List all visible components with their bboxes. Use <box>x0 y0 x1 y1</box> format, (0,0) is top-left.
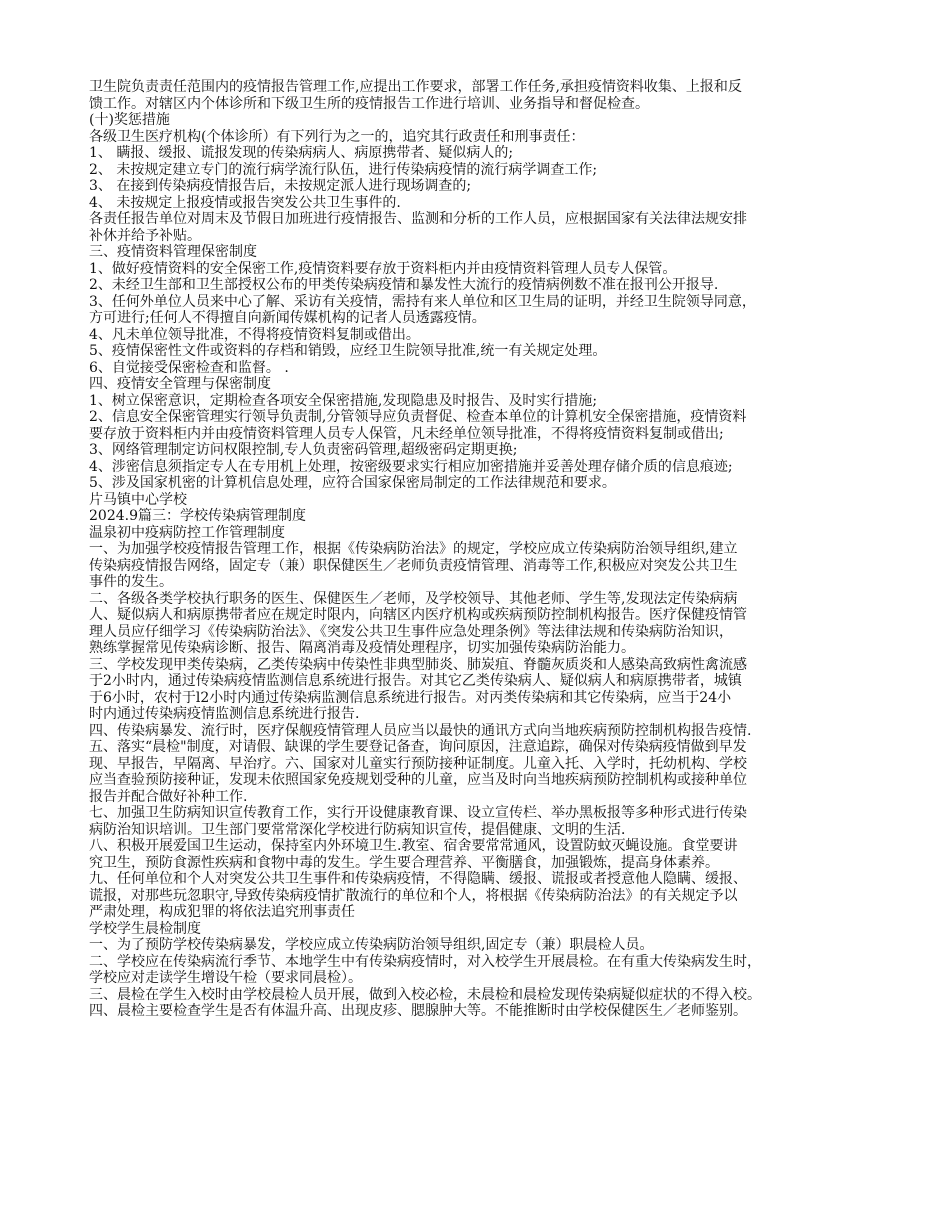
text-line: 严肃处理，构成犯罪的将依法追究刑事责任 <box>89 904 355 920</box>
text-line: 5、涉及国家机密的计算机信息处理，应符合国家保密局制定的工作法律规范和要求。 <box>89 475 616 491</box>
text-line: 病防治知识培训。卫生部门要常常深化学校进行防病知识宣传，提倡健康、文明的生活． <box>89 821 635 838</box>
text-line: 三、晨检在学生入校时由学校晨检人员开展，做到入校必检，未晨检和晨检发现传染病疑似症状的不得入校。 <box>89 986 761 1003</box>
text-line: 1、做好疫情资料的安全保密工作,疫情资料要存放于资料柜内并由疫情资料管理人员专人保管。 <box>89 260 677 277</box>
text-line: 九、任何单位和个人对突发公共卫生事件和传染病疫情，不得隐瞒、缓报、谎报或者授意他人隐瞒、缓报、 <box>89 871 747 887</box>
text-line: 七、加强卫生防病知识宣传教育工作，实行开设健康教育课、设立宣传栏、举办黑板报等多种形式进行传染 <box>89 805 747 821</box>
text-line: 2024.9篇三：学校传染病管理制度 <box>89 508 306 524</box>
text-line: 三、学校发现甲类传染病，乙类传染病中传染性非典型肺炎、肺炭疽、脊髓灰质炎和人感染高致病性禽流感 <box>89 656 747 673</box>
text-line: 学校学生晨检制度 <box>89 920 201 937</box>
text-line: 五、落实“晨检"制度，对请假、缺课的学生要登记备查，询问原因，注意追踪，确保对传染病疫情做到早发 <box>89 739 747 755</box>
text-line: 四、传染病暴发、流行时，医疗保舰疫情管理人员应当以最快的通讯方式向当地疾病预防控制机构报告疫情. <box>89 722 752 739</box>
text-line: 3、任何外单位人员来中心了解、采访有关疫情，需持有来人单位和区卫生局的证明，并经卫生院领导同意， <box>89 293 756 310</box>
text-line: 各责任报告单位对周末及节假日加班进行疫情报告、监测和分析的工作人员，应根据国家有关法律法规安排 <box>89 211 747 227</box>
text-line: 4、凡未单位领导批准，不得将疫情资料复制或借出。 <box>89 326 420 343</box>
text-line: 2、信息安全保密管理实行领导负责制,分管领导应负责督促、检查本单位的计算机安全保密措施，疫情资料 <box>89 409 747 425</box>
text-line: 3、 在接到传染病疫情报告后，未按规定派人进行现场调查的; <box>89 178 472 194</box>
text-line: 理人员应仔细学习《传染病防治法》、《突发公共卫生事件应急处理条例》等法律法规和传染病防治知识， <box>89 623 733 640</box>
text-line: 人、疑似病人和病原携带者应在规定时限内，向辖区内医疗机构或疾病预防控制机构报告。医疗保健疫情管 <box>89 607 747 623</box>
text-line: 二、各级各类学校执行职务的医生、保健医生／老师，及学校领导、其他老师、学生等,发现法定传染病病 <box>89 590 738 607</box>
text-line: 一、为加强学校疫情报告管理工作，根据《传染病防治法》的规定，学校应成立传染病防治领导组织,建立 <box>89 541 738 557</box>
text-line: 二、学校应在传染病流行季节、本地学生中有传染病疫情时，对入校学生开展晨检。在有重大传染病发生时， <box>89 953 761 970</box>
text-line: 三、疫情资料管理保密制度 <box>89 244 257 260</box>
text-line: 方可进行;任何人不得擅自向新闻传媒机构的记者人员透露疫情。 <box>89 310 486 326</box>
text-line: 熟练掌握常见传染病诊断、报告、隔离消毒及疫情处理程序，切实加强传染病防治能力。 <box>89 640 635 656</box>
text-line: 4、涉密信息须指定专人在专用机上处理，按密级要求实行相应加密措施并妥善处理存储介质的信息痕迹; <box>89 458 733 475</box>
text-line: 补休并给予补贴。 <box>89 227 201 244</box>
text-line: 要存放于资料柜内并由疫情资料管理人员专人保管，凡未经单位领导批准，不得将疫情资料复制或借出; <box>89 425 724 442</box>
text-line: 6、自觉接受保密检查和监督。 . <box>89 359 289 376</box>
text-line: 2、未经卫生部和卫生部授权公布的甲类传染病疫情和暴发性大流行的疫情病例数不准在报刊公开报导. <box>89 277 719 293</box>
text-line: 一、为了预防学校传染病暴发，学校应成立传染病防治领导组织,固定专（兼）职晨检人员。 <box>89 937 654 953</box>
text-line: 2、 未按规定建立专门的流行病学流行队伍，进行传染病疫情的流行病学调查工作; <box>89 161 598 178</box>
text-line: 温泉初中疫病防控工作管理制度 <box>89 524 285 541</box>
text-line: 于2小时内，通过传染病疫情监测信息系统进行报告。对其它乙类传染病人、疑似病人和病原携带者，城镇 <box>89 673 742 689</box>
text-line: 卫生院负责责任范围内的疫情报告管理工作,应提出工作要求，部署工作任务,承担疫情资料收集、上报和反 <box>89 79 742 95</box>
text-line: 于6小时，农村于l2小时内通过传染病监测信息系统进行报告。对丙类传染病和其它传染病，应当于24小 <box>89 689 732 706</box>
text-line: 1、树立保密意识，定期检查各项安全保密措施,发现隐患及时报告、及时实行措施; <box>89 392 598 409</box>
text-line: 究卫生，预防食源性疾病和食物中毒的发生。学生要合理营养、平衡膳食，加强锻炼，提高身体素养。 <box>89 854 719 871</box>
text-line: 3、网络管理制定访问权限控制,专人负责密码管理,超级密码定期更换; <box>89 442 518 458</box>
text-line: 报告并配合做好补种工作. <box>89 788 248 805</box>
text-line: 谎报，对那些玩忽职守,导致传染病疫情扩散流行的单位和个人，将根据《传染病防治法》的有关规定予以 <box>89 887 738 904</box>
text-line: 四、晨检主要检查学生是否有体温升高、出现皮疹、腮腺肿大等。不能推断时由学校保健医生／老师鉴别。 <box>89 1003 747 1019</box>
text-line: 馈工作。对辖区内个体诊所和下级卫生所的疫情报告工作进行培训、业务指导和督促检查。 <box>89 95 649 112</box>
text-line: 现、早报告，早隔离、早治疗。六、国家对儿童实行预防接种证制度。儿童入托、入学时，托幼机构、学校 <box>89 755 747 772</box>
text-line: 1、 瞒报、缓报、谎报发现的传染病病人、病原携带者、疑似病人的; <box>89 145 514 161</box>
text-line: (十)奖惩措施 <box>89 112 170 128</box>
text-line: 各级卫生医疗机构(个体诊所）有下列行为之一的，追究其行政责任和刑事责任： <box>89 128 585 145</box>
text-line: 事件的发生。 <box>89 574 173 590</box>
text-line: 学校应对走读学生增设午检（要求同晨检）。 <box>89 970 362 986</box>
text-line: 5、疫情保密性文件或资料的存档和销毁，应经卫生院领导批准,统一有关规定处理。 <box>89 343 607 359</box>
text-line: 应当查验预防接种证，发现未依照国家免疫规划受种的儿童，应当及时向当地疾病预防控制机构或接种单位 <box>89 772 747 788</box>
text-line: 片马镇中心学校 <box>89 491 187 508</box>
text-line: 八、积极开展爱国卫生运动，保持室内外环境卫生.教室、宿舍要常常通风，设置防蚊灭蝇设施。食堂要讲 <box>89 838 738 854</box>
text-line: 4、 未按规定上报疫情或报告突发公共卫生事件的. <box>89 194 401 211</box>
text-line: 时内通过传染病疫情监测信息系统进行报告. <box>89 706 360 722</box>
text-line: 四、疫情安全管理与保密制度 <box>89 376 271 392</box>
text-line: 传染病疫情报告网络，固定专（兼）职保健医生／老师负责疫情管理、消毒等工作,积极应对突发公共卫生 <box>89 557 738 574</box>
